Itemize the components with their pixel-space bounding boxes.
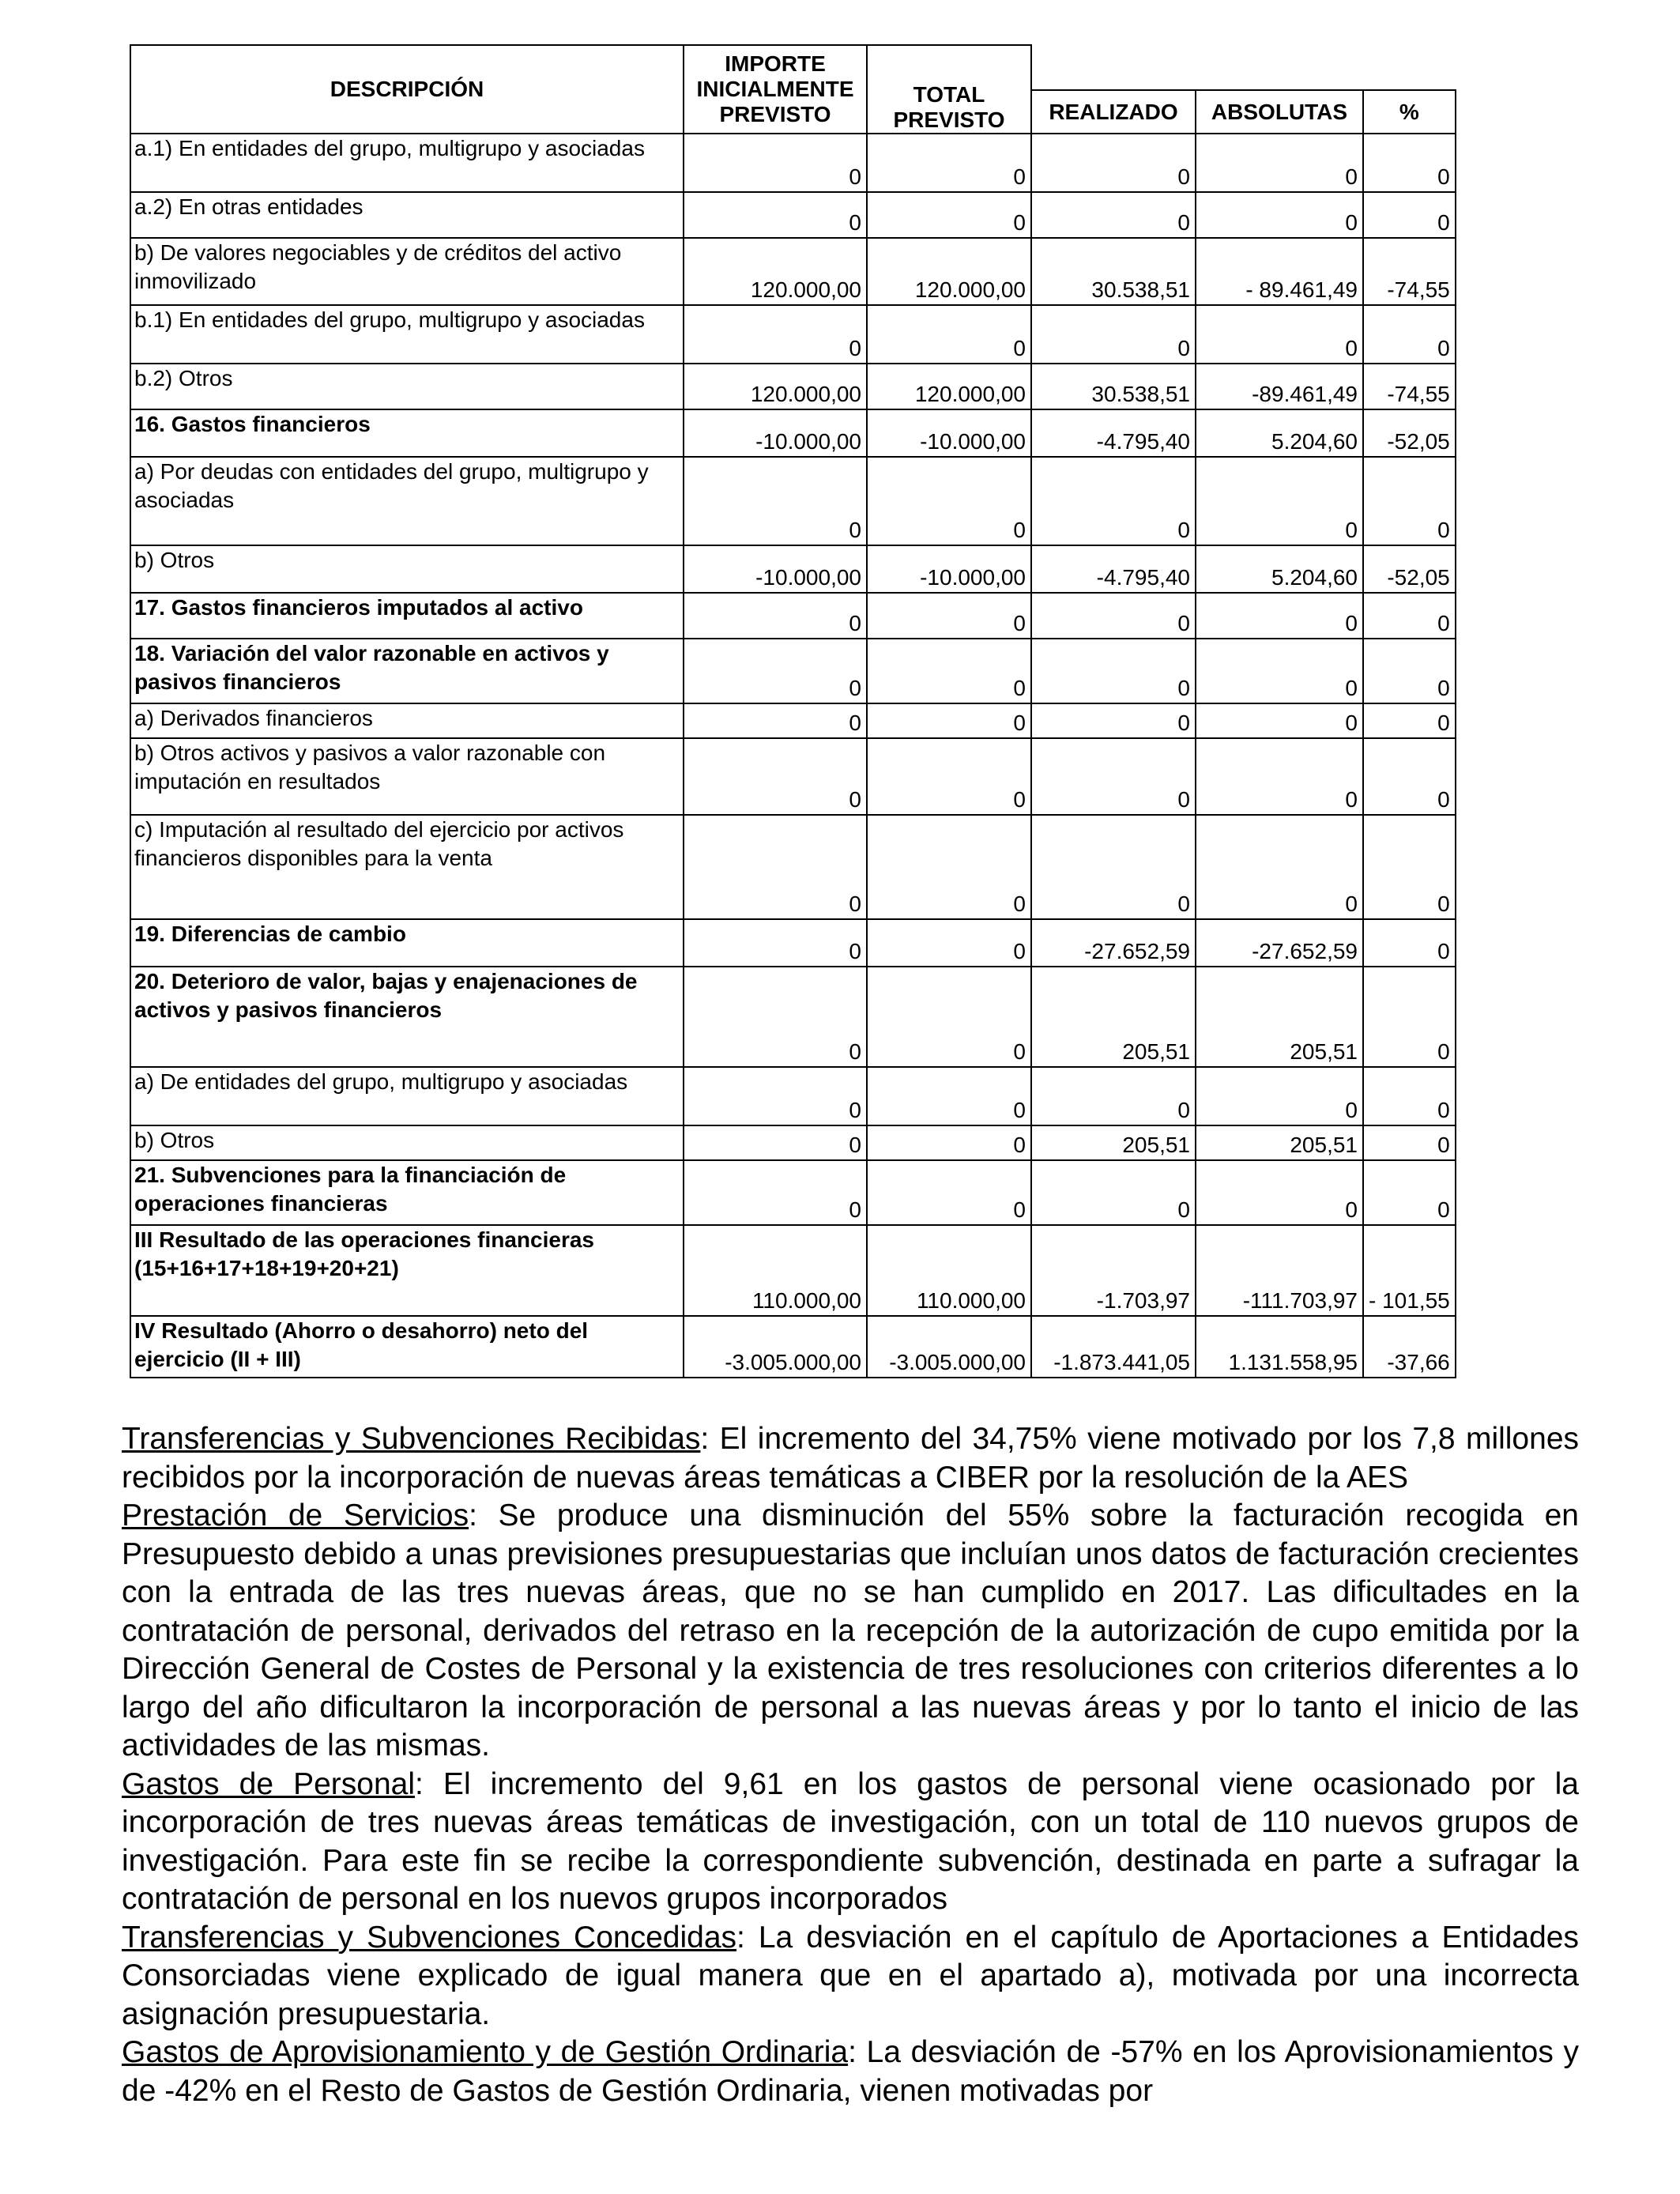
cell-realizado: 0: [1031, 457, 1196, 545]
cell-porcentaje: 0: [1363, 457, 1456, 545]
cell-realizado: 0: [1031, 815, 1196, 919]
cell-porcentaje: 0: [1363, 703, 1456, 738]
cell-porcentaje: -74,55: [1363, 238, 1456, 305]
cell-total-previsto: 0: [867, 192, 1031, 238]
cell-absolutas: 0: [1196, 738, 1363, 815]
budget-table: [130, 44, 1456, 1378]
cell-realizado: 30.538,51: [1031, 238, 1196, 305]
cell-total-previsto: 0: [867, 1067, 1031, 1125]
cell-total-previsto: 0: [867, 738, 1031, 815]
note-paragraph: [122, 1919, 1579, 2034]
cell-importe-inicial: 0: [684, 738, 867, 815]
cell-porcentaje: 0: [1363, 134, 1456, 192]
table-row: [130, 409, 1456, 457]
table-row: [130, 738, 1456, 815]
cell-realizado: -1.873.441,05: [1031, 1316, 1196, 1378]
cell-absolutas: 1.131.558,95: [1196, 1316, 1363, 1378]
cell-total-previsto: -10.000,00: [867, 545, 1031, 593]
cell-total-previsto: 120.000,00: [867, 238, 1031, 305]
cell-realizado: 0: [1031, 1067, 1196, 1125]
cell-importe-inicial: 0: [684, 815, 867, 919]
cell-importe-inicial: -10.000,00: [684, 409, 867, 457]
cell-importe-inicial: 120.000,00: [684, 364, 867, 409]
note-heading: Prestación de Servicios: [122, 1498, 469, 1532]
cell-absolutas: 205,51: [1196, 1125, 1363, 1160]
table-row: [130, 364, 1456, 409]
cell-absolutas: -27.652,59: [1196, 919, 1363, 967]
table-row: [130, 1067, 1456, 1125]
cell-absolutas: 0: [1196, 457, 1363, 545]
cell-importe-inicial: 110.000,00: [684, 1225, 867, 1316]
cell-porcentaje: 0: [1363, 192, 1456, 238]
cell-porcentaje: 0: [1363, 639, 1456, 703]
cell-absolutas: 5.204,60: [1196, 409, 1363, 457]
cell-porcentaje: -52,05: [1363, 409, 1456, 457]
cell-porcentaje: - 101,55: [1363, 1225, 1456, 1316]
cell-porcentaje: -52,05: [1363, 545, 1456, 593]
header-blank: [1031, 45, 1456, 90]
cell-absolutas: - 89.461,49: [1196, 238, 1363, 305]
row-description: b) Otros: [130, 1125, 684, 1160]
cell-realizado: 0: [1031, 703, 1196, 738]
cell-importe-inicial: 0: [684, 134, 867, 192]
cell-absolutas: 0: [1196, 1067, 1363, 1125]
note-text: : Se produce una disminución del 55% sobre la facturación recogida en Presupuesto debido a unas previsiones presupuestarias que incluían unos datos de facturación crecientes con la entrada de las tres nuevas áreas, que no se han cumplido en 2017. Las dificultades en la contratación de personal, derivados del retraso en la recepción de la autorización de cupo emitida por la Dirección General de Costes de Personal y la existencia de tres resoluciones con criterios diferentes a lo largo del año dificultaron la incorporación de personal a las nuevas áreas y por lo tanto el inicio de las actividades de las mismas.: [122, 1498, 1579, 1762]
table-row: [130, 967, 1456, 1067]
cell-total-previsto: -10.000,00: [867, 409, 1031, 457]
table-row: [130, 545, 1456, 593]
cell-realizado: 0: [1031, 593, 1196, 639]
note-text: : El incremento del 34,75% viene motivado por los 7,8 millones recibidos por la incorporación de nuevas áreas temáticas a CIBER por la resolución de la AES: [122, 1422, 1580, 1495]
cell-total-previsto: 0: [867, 703, 1031, 738]
header-absolutas: ABSOLUTAS: [1196, 90, 1363, 134]
header-realizado: REALIZADO: [1031, 90, 1196, 134]
table-row: [130, 192, 1456, 238]
cell-importe-inicial: 0: [684, 1125, 867, 1160]
row-description: a) Por deudas con entidades del grupo, multigrupo y asociadas: [130, 457, 684, 545]
row-description: b.1) En entidades del grupo, multigrupo y asociadas: [130, 305, 684, 364]
cell-importe-inicial: 0: [684, 919, 867, 967]
cell-importe-inicial: 0: [684, 703, 867, 738]
cell-total-previsto: 0: [867, 967, 1031, 1067]
cell-absolutas: 0: [1196, 639, 1363, 703]
cell-porcentaje: 0: [1363, 738, 1456, 815]
header-porcentaje: %: [1363, 90, 1456, 134]
note-paragraph: [122, 1497, 1579, 1766]
cell-absolutas: 0: [1196, 1160, 1363, 1225]
row-description: III Resultado de las operaciones financieras (15+16+17+18+19+20+21): [130, 1225, 684, 1316]
cell-realizado: -1.703,97: [1031, 1225, 1196, 1316]
note-heading: Gastos de Aprovisionamiento y de Gestión Ordinaria: [122, 2035, 849, 2069]
table-body: [130, 134, 1456, 1378]
note-heading: Transferencias y Subvenciones Recibidas: [122, 1422, 701, 1456]
cell-total-previsto: 0: [867, 134, 1031, 192]
row-description: b) Otros: [130, 545, 684, 593]
row-description: b) De valores negociables y de créditos del activo inmovilizado: [130, 238, 684, 305]
cell-absolutas: -111.703,97: [1196, 1225, 1363, 1316]
cell-importe-inicial: 0: [684, 593, 867, 639]
header-importe-inicialmente-previsto: IMPORTE INICIALMENTE PREVISTO: [684, 45, 867, 134]
cell-importe-inicial: -3.005.000,00: [684, 1316, 867, 1378]
table-row: [130, 1316, 1456, 1378]
cell-absolutas: -89.461,49: [1196, 364, 1363, 409]
row-description: a.2) En otras entidades: [130, 192, 684, 238]
row-description: 18. Variación del valor razonable en activos y pasivos financieros: [130, 639, 684, 703]
row-description: b.2) Otros: [130, 364, 684, 409]
row-description: a) De entidades del grupo, multigrupo y asociadas: [130, 1067, 684, 1125]
row-description: a.1) En entidades del grupo, multigrupo y asociadas: [130, 134, 684, 192]
row-description: IV Resultado (Ahorro o desahorro) neto del ejercicio (II + III): [130, 1316, 684, 1378]
note-text: : El incremento del 9,61 en los gastos de personal viene ocasionado por la incorporación de tres nuevas áreas temáticas de investigación, con un total de 110 nuevos grupos de investigación. Para este fin se recibe la correspondiente subvención, destinada en parte a sufragar la contratación de personal en los nuevos grupos incorporados: [122, 1766, 1579, 1916]
cell-realizado: 0: [1031, 639, 1196, 703]
cell-total-previsto: 0: [867, 1125, 1031, 1160]
cell-porcentaje: -74,55: [1363, 364, 1456, 409]
cell-realizado: 205,51: [1031, 1125, 1196, 1160]
note-heading: Gastos de Personal: [122, 1766, 416, 1801]
cell-importe-inicial: 0: [684, 1160, 867, 1225]
notes-section: [122, 1420, 1579, 2110]
cell-total-previsto: 0: [867, 457, 1031, 545]
note-text: : La desviación de -57% en los Aprovisionamientos y de -42% en el Resto de Gastos de Gestión Ordinaria, vienen motivadas por: [122, 2035, 1579, 2108]
table-row: [130, 639, 1456, 703]
note-paragraph: [122, 1420, 1579, 1497]
cell-realizado: 0: [1031, 738, 1196, 815]
cell-total-previsto: 0: [867, 593, 1031, 639]
row-description: b) Otros activos y pasivos a valor razonable con imputación en resultados: [130, 738, 684, 815]
cell-porcentaje: 0: [1363, 1160, 1456, 1225]
cell-importe-inicial: 0: [684, 1067, 867, 1125]
cell-absolutas: 5.204,60: [1196, 545, 1363, 593]
cell-absolutas: 0: [1196, 703, 1363, 738]
note-heading: Transferencias y Subvenciones Concedidas: [122, 1920, 737, 1955]
row-description: 20. Deterioro de valor, bajas y enajenaciones de activos y pasivos financieros: [130, 967, 684, 1067]
cell-realizado: 0: [1031, 1160, 1196, 1225]
table-row: [130, 134, 1456, 192]
cell-porcentaje: 0: [1363, 593, 1456, 639]
cell-porcentaje: 0: [1363, 919, 1456, 967]
table-row: [130, 1160, 1456, 1225]
cell-absolutas: 0: [1196, 815, 1363, 919]
note-text: : La desviación en el capítulo de Aportaciones a Entidades Consorciadas viene explicado de igual manera que en el apartado a), motivada por una incorrecta asignación presupuestaria.: [122, 1920, 1579, 2031]
cell-total-previsto: 110.000,00: [867, 1225, 1031, 1316]
cell-realizado: -27.652,59: [1031, 919, 1196, 967]
cell-absolutas: 0: [1196, 192, 1363, 238]
cell-total-previsto: 120.000,00: [867, 364, 1031, 409]
table-row: [130, 1225, 1456, 1316]
cell-realizado: 205,51: [1031, 967, 1196, 1067]
cell-total-previsto: 0: [867, 639, 1031, 703]
row-description: 19. Diferencias de cambio: [130, 919, 684, 967]
cell-porcentaje: 0: [1363, 815, 1456, 919]
cell-absolutas: 0: [1196, 593, 1363, 639]
cell-absolutas: 0: [1196, 305, 1363, 364]
cell-realizado: 0: [1031, 134, 1196, 192]
cell-importe-inicial: 0: [684, 305, 867, 364]
table-row: [130, 919, 1456, 967]
row-description: 16. Gastos financieros: [130, 409, 684, 457]
cell-realizado: -4.795,40: [1031, 409, 1196, 457]
row-description: 17. Gastos financieros imputados al activo: [130, 593, 684, 639]
note-paragraph: [122, 2034, 1579, 2110]
cell-total-previsto: 0: [867, 919, 1031, 967]
cell-importe-inicial: 0: [684, 639, 867, 703]
table-row: [130, 1125, 1456, 1160]
cell-porcentaje: -37,66: [1363, 1316, 1456, 1378]
note-paragraph: [122, 1766, 1579, 1919]
table-row: [130, 305, 1456, 364]
cell-total-previsto: 0: [867, 305, 1031, 364]
cell-porcentaje: 0: [1363, 967, 1456, 1067]
cell-importe-inicial: 120.000,00: [684, 238, 867, 305]
cell-realizado: 0: [1031, 192, 1196, 238]
cell-absolutas: 205,51: [1196, 967, 1363, 1067]
cell-realizado: 0: [1031, 305, 1196, 364]
cell-realizado: -4.795,40: [1031, 545, 1196, 593]
header-total-previsto: TOTAL PREVISTO: [867, 45, 1031, 134]
cell-importe-inicial: 0: [684, 457, 867, 545]
table-row: [130, 815, 1456, 919]
cell-importe-inicial: -10.000,00: [684, 545, 867, 593]
cell-realizado: 30.538,51: [1031, 364, 1196, 409]
cell-porcentaje: 0: [1363, 1067, 1456, 1125]
cell-total-previsto: 0: [867, 815, 1031, 919]
row-description: a) Derivados financieros: [130, 703, 684, 738]
table-row: [130, 457, 1456, 545]
cell-importe-inicial: 0: [684, 192, 867, 238]
table-row: [130, 238, 1456, 305]
cell-total-previsto: 0: [867, 1160, 1031, 1225]
row-description: 21. Subvenciones para la financiación de operaciones financieras: [130, 1160, 684, 1225]
header-descripcion: DESCRIPCIÓN: [130, 45, 684, 134]
cell-porcentaje: 0: [1363, 1125, 1456, 1160]
table-row: [130, 593, 1456, 639]
cell-porcentaje: 0: [1363, 305, 1456, 364]
cell-absolutas: 0: [1196, 134, 1363, 192]
cell-total-previsto: -3.005.000,00: [867, 1316, 1031, 1378]
table-row: [130, 703, 1456, 738]
row-description: c) Imputación al resultado del ejercicio por activos financieros disponibles para la venta: [130, 815, 684, 919]
cell-importe-inicial: 0: [684, 967, 867, 1067]
